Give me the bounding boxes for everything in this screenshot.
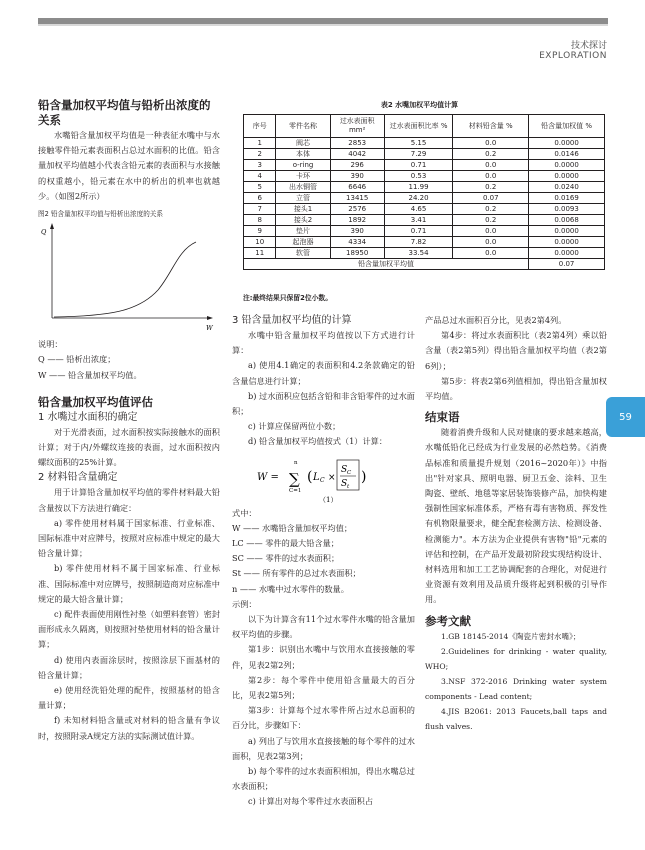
table-cell: 0.07: [453, 193, 529, 204]
st-subscript: t: [346, 483, 349, 490]
reference-1: 1.GB 18145-2014《陶瓷片密封水嘴》；: [441, 631, 581, 641]
column-2: [232, 313, 415, 810]
paren-open: (: [306, 468, 312, 485]
list-item-c: c) 配件表面使用刚性衬垫（如塑料套管）密封面形成永久隔离，则按照衬垫使用材料的铅含量计算；: [38, 609, 220, 650]
note-w: W —— 铅含量加权平均值。: [38, 369, 142, 380]
table-cell: 0.71: [384, 226, 453, 237]
table-cell: 4042: [330, 149, 384, 160]
table-cell: o-ring: [276, 160, 330, 171]
table-header: 铅含量加权值 %: [529, 115, 605, 138]
table-title: 表2 水嘴加权平均值计算: [380, 101, 459, 109]
formula-lhs: W =: [256, 471, 279, 483]
table-cell: 7: [244, 204, 276, 215]
table-cell: 11: [244, 248, 276, 259]
step-5: 第5步：将表2第6列值相加，得出铅含量加权平均值。: [425, 375, 607, 402]
example-label: 示例：: [232, 598, 257, 609]
table-cell: 33.54: [384, 248, 453, 259]
sum-upper: n: [293, 459, 298, 466]
table-cell: 0.2: [453, 204, 529, 215]
calc-item-d: d) 铅含量加权平均值按式（1）计算：: [248, 436, 388, 447]
y-axis-label: Q: [41, 228, 47, 237]
column-1: [38, 98, 220, 744]
table-cell: 5: [244, 182, 276, 193]
calc-item-a: a) 使用4.1确定的表面积和4.2条款确定的铅含量信息进行计算；: [232, 360, 415, 386]
paragraph-calc: 水嘴中铅含量加权平均值按以下方式进行计算：: [232, 330, 415, 356]
table-cell: 18950: [330, 248, 384, 259]
column-3: [425, 313, 607, 734]
step-1: 第1步：识别出水嘴中与饮用水直接接触的零件，见表2第2列；: [232, 644, 415, 670]
table-cell: 0.0: [453, 226, 529, 237]
header-bar-shadow: [38, 24, 608, 26]
table-cell: 卡环: [276, 171, 330, 182]
def-lc: LC —— 零件的最大铅含量；: [232, 538, 339, 549]
table-cell: 7.82: [384, 237, 453, 248]
table-cell: 4334: [330, 237, 384, 248]
total-label: 铅含量加权平均值: [244, 259, 529, 270]
table-cell: 0.0: [453, 138, 529, 149]
table-cell: 1892: [330, 215, 384, 226]
table-row: [244, 182, 605, 193]
def-w: W —— 水嘴铅含量加权平均值；: [232, 522, 353, 533]
step-3c: c) 计算出对每个零件过水表面积占: [248, 796, 374, 807]
table-row: [244, 248, 605, 259]
table-total-row: [244, 259, 605, 270]
table-header: 过水表面积 mm²: [330, 115, 384, 138]
heading-eval-1: 1 水嘴过水面积的确定: [38, 411, 138, 423]
times-sign: ×: [327, 472, 336, 483]
table-cell: 24.20: [384, 193, 453, 204]
table-cell: 0.0169: [529, 193, 605, 204]
where-label: 式中：: [232, 507, 257, 518]
reference-2: 2.Guidelines for drinking - water quality, WHO;: [425, 646, 607, 671]
table-cell: 3.41: [384, 215, 453, 226]
step-4: 第4步：将过水表面积比（表2第4列）乘以铅含量（表2第5列）得出铅含量加权平均值（表2第6列）；: [425, 330, 607, 371]
table-cell: 0.0000: [529, 138, 605, 149]
table-cell: 软管: [276, 248, 330, 259]
lead-weight-table: [243, 114, 605, 270]
table-cell: 4: [244, 171, 276, 182]
lead-release-curve: [54, 242, 196, 317]
section-label-en: EXPLORATION: [539, 51, 607, 61]
list-item-f: f) 未知材料铅含量或对材料的铅含量有争议时，按照附录A规定方法的实际测试值计算。: [38, 715, 220, 741]
table-row: [244, 160, 605, 171]
heading-references: 参考文献: [425, 613, 471, 628]
y-axis-arrow: [50, 223, 54, 229]
table-row: [244, 204, 605, 215]
list-item-a: a) 零件使用材料属于国家标准、行业标准、国际标准中对应牌号，按照对应标准中规定的最大铅含量计算；: [38, 517, 220, 559]
note-q: Q —— 铅析出浓度；: [38, 354, 116, 365]
table-cell: 9: [244, 226, 276, 237]
table-cell: 0.0000: [529, 237, 605, 248]
figure-2-curve: [38, 220, 220, 332]
paren-close: ): [360, 468, 366, 485]
reference-3: 3.NSF 372-2016 Drinking water system components - Lead content;: [425, 676, 607, 701]
table-cell: 本体: [276, 149, 330, 160]
table-row: [244, 149, 605, 160]
lc-subscript: C: [319, 476, 325, 484]
table-cell: 0.0000: [529, 171, 605, 182]
heading-evaluation: 铅含量加权平均值评估: [38, 394, 153, 409]
table-row: [244, 237, 605, 248]
st-symbol: S: [340, 478, 347, 489]
table-cell: 390: [330, 226, 384, 237]
table-cell: 2: [244, 149, 276, 160]
step-2: 第2步：每个零件中使用铅含量最大的百分比，见表2第5列；: [232, 674, 415, 701]
table-cell: 6: [244, 193, 276, 204]
table-cell: 3: [244, 160, 276, 171]
step-3: 第3步：计算每个过水零件所占过水总面积的百分比，步骤如下：: [232, 705, 415, 731]
table-cell: 296: [330, 160, 384, 171]
paragraph-eval-1: 对于光滑表面，过水面积按实际接触水的面积计算；对于内/外螺纹连接的表面，过水面积按内螺纹面积的25%计算。: [38, 426, 220, 468]
table-cell: 0.0068: [529, 215, 605, 226]
table-cell: 10: [244, 237, 276, 248]
list-item-e: e) 使用经洗铅处理的配件，按照基材的铅含量计算；: [38, 685, 220, 711]
table-header: 材料铅含量 %: [453, 115, 529, 138]
list-item-b: b) 零件使用材料不属于国家标准、行业标准、国际标准中对应牌号，按照制造商对应标准中规定的最大铅含量计算；: [38, 563, 220, 604]
note-title: 说明：: [38, 339, 63, 350]
table-cell: 0.0093: [529, 204, 605, 215]
sum-sign: ∑: [288, 469, 300, 488]
figure-caption: 图2 铅含量加权平均值与铅析出浓度的关系: [38, 210, 163, 219]
table-cell: 起泡器: [276, 237, 330, 248]
table-cell: 1: [244, 138, 276, 149]
table-row: [244, 215, 605, 226]
calc-item-b: b) 过水面积应包括含铅和非含铅零件的过水面积；: [232, 390, 415, 417]
table-cell: 7.29: [384, 149, 453, 160]
list-item-d: d) 使用内表面涂层时，按照涂层下面基材的铅含量计算；: [38, 654, 220, 680]
table-cell: 0.0146: [529, 149, 605, 160]
sum-lower: C=1: [288, 487, 301, 494]
step-3a: a) 列出了与饮用水直接接触的每个零件的过水面积，见表2第3列；: [232, 735, 415, 761]
table-header-row: [244, 115, 605, 138]
paragraph-relation: 水嘴铅含量加权平均值是一种表征水嘴中与水接触零件铅元素表面积占总过水面积的比值。铅含量加权平均值越小代表含铅元素的表面积与水接触的权重越小，铅元素在水中的析出的机率也就越少。（如图2所示）: [38, 130, 220, 201]
table-cell: 0.0: [453, 171, 529, 182]
table-cell: 0.0000: [529, 248, 605, 259]
heading-calc: 3 铅含量加权平均值的计算: [232, 315, 352, 326]
table-cell: 390: [330, 171, 384, 182]
sc-subscript: C: [346, 469, 351, 476]
table-cell: 4.65: [384, 204, 453, 215]
heading-eval-2: 2 材料铅含量确定: [38, 472, 118, 484]
table-cell: 0.2: [453, 182, 529, 193]
table-row: [244, 193, 605, 204]
sc-symbol: S: [340, 464, 347, 475]
table-header: 序号: [244, 115, 276, 138]
def-sc: SC —— 零件的过水表面积；: [232, 553, 340, 564]
formula-1: [232, 452, 415, 504]
table-cell: 0.0000: [529, 160, 605, 171]
table-cell: 8: [244, 215, 276, 226]
table-cell: 接头1: [276, 204, 330, 215]
x-axis-arrow: [207, 316, 213, 320]
table-cell: 0.2: [453, 149, 529, 160]
table-cell: 0.0: [453, 248, 529, 259]
def-st: St —— 所有零件的总过水表面积；: [232, 568, 361, 579]
paragraph-eval-2: 用于计算铅含量加权平均值的零件材料最大铅含量按以下方法进行确定：: [38, 487, 220, 513]
table-cell: 出水铜管: [276, 182, 330, 193]
step-3c-continued: 产品总过水面积百分比，见表2第4列。: [425, 315, 567, 325]
table-header: 零件名称: [276, 115, 330, 138]
table-row: [244, 138, 605, 149]
table-cell: 阀芯: [276, 138, 330, 149]
table-cell: 2853: [330, 138, 384, 149]
table-cell: 6646: [330, 182, 384, 193]
table-cell: 接头2: [276, 215, 330, 226]
heading-relation: 铅含量加权平均值与铅析出浓度的关系: [38, 98, 211, 127]
table-cell: 垫片: [276, 226, 330, 237]
table-note: 注:最终结果只保留2位小数。: [243, 294, 333, 302]
heading-conclusion: 结束语: [425, 410, 460, 425]
paragraph-example: 以下为计算含有11个过水零件水嘴的铅含量加权平均值的步骤。: [232, 614, 415, 640]
calc-item-c: c) 计算应保留两位小数；: [248, 421, 341, 432]
table-cell: 0.53: [384, 171, 453, 182]
table-cell: 0.71: [384, 160, 453, 171]
page-number-tab: 59: [606, 397, 645, 437]
table-cell: 0.0240: [529, 182, 605, 193]
table-row: [244, 171, 605, 182]
table-row: [244, 226, 605, 237]
table-cell: 13415: [330, 193, 384, 204]
total-value: 0.07: [529, 259, 605, 270]
table-cell: 0.0000: [529, 226, 605, 237]
table-cell: 立管: [276, 193, 330, 204]
x-axis-label: W: [206, 324, 213, 333]
equation-number: （1）: [318, 495, 337, 504]
table-header: 过水表面积比率 %: [384, 115, 453, 138]
lc-symbol: L: [312, 471, 320, 483]
table-cell: 0.2: [453, 215, 529, 226]
table-cell: 2576: [330, 204, 384, 215]
table-cell: 11.99: [384, 182, 453, 193]
paragraph-conclusion: 随着消费升级和人民对健康的要求越来越高，水嘴低铅化已经成为行业发展的必然趋势。《消费品标准和质量提升规划（2016~2020年）》中指出"针对家具、照明电器、厨卫五金、涂料、卫生陶瓷、壁纸、地毯等家居装饰装修产品，加快构建强制性国家标准体系，严格有毒有害物质、挥发性有机物限量要求，健全配套检测方法、检测设备、检测能力"。本方法为企业提供有害物"铅"元素的评估和控制，在产品开发最初阶段实现结构设计、材料选用和加工工艺协调配套的合理化，对促进行业资源有效利用及品质升级将起到积极的引导作用。: [425, 427, 607, 605]
table-cell: 5.15: [384, 138, 453, 149]
table-cell: 0.0: [453, 160, 529, 171]
reference-4: 4.JIS B2061: 2013 Faucets,ball taps and flush valves.: [425, 706, 607, 731]
section-label-cn: 技术探讨: [570, 41, 607, 51]
table-cell: 0.0: [453, 237, 529, 248]
step-3b: b) 每个零件的过水表面积相加，得出水嘴总过水表面积；: [232, 766, 415, 792]
def-n: n —— 水嘴中过水零件的数量。: [232, 583, 349, 594]
